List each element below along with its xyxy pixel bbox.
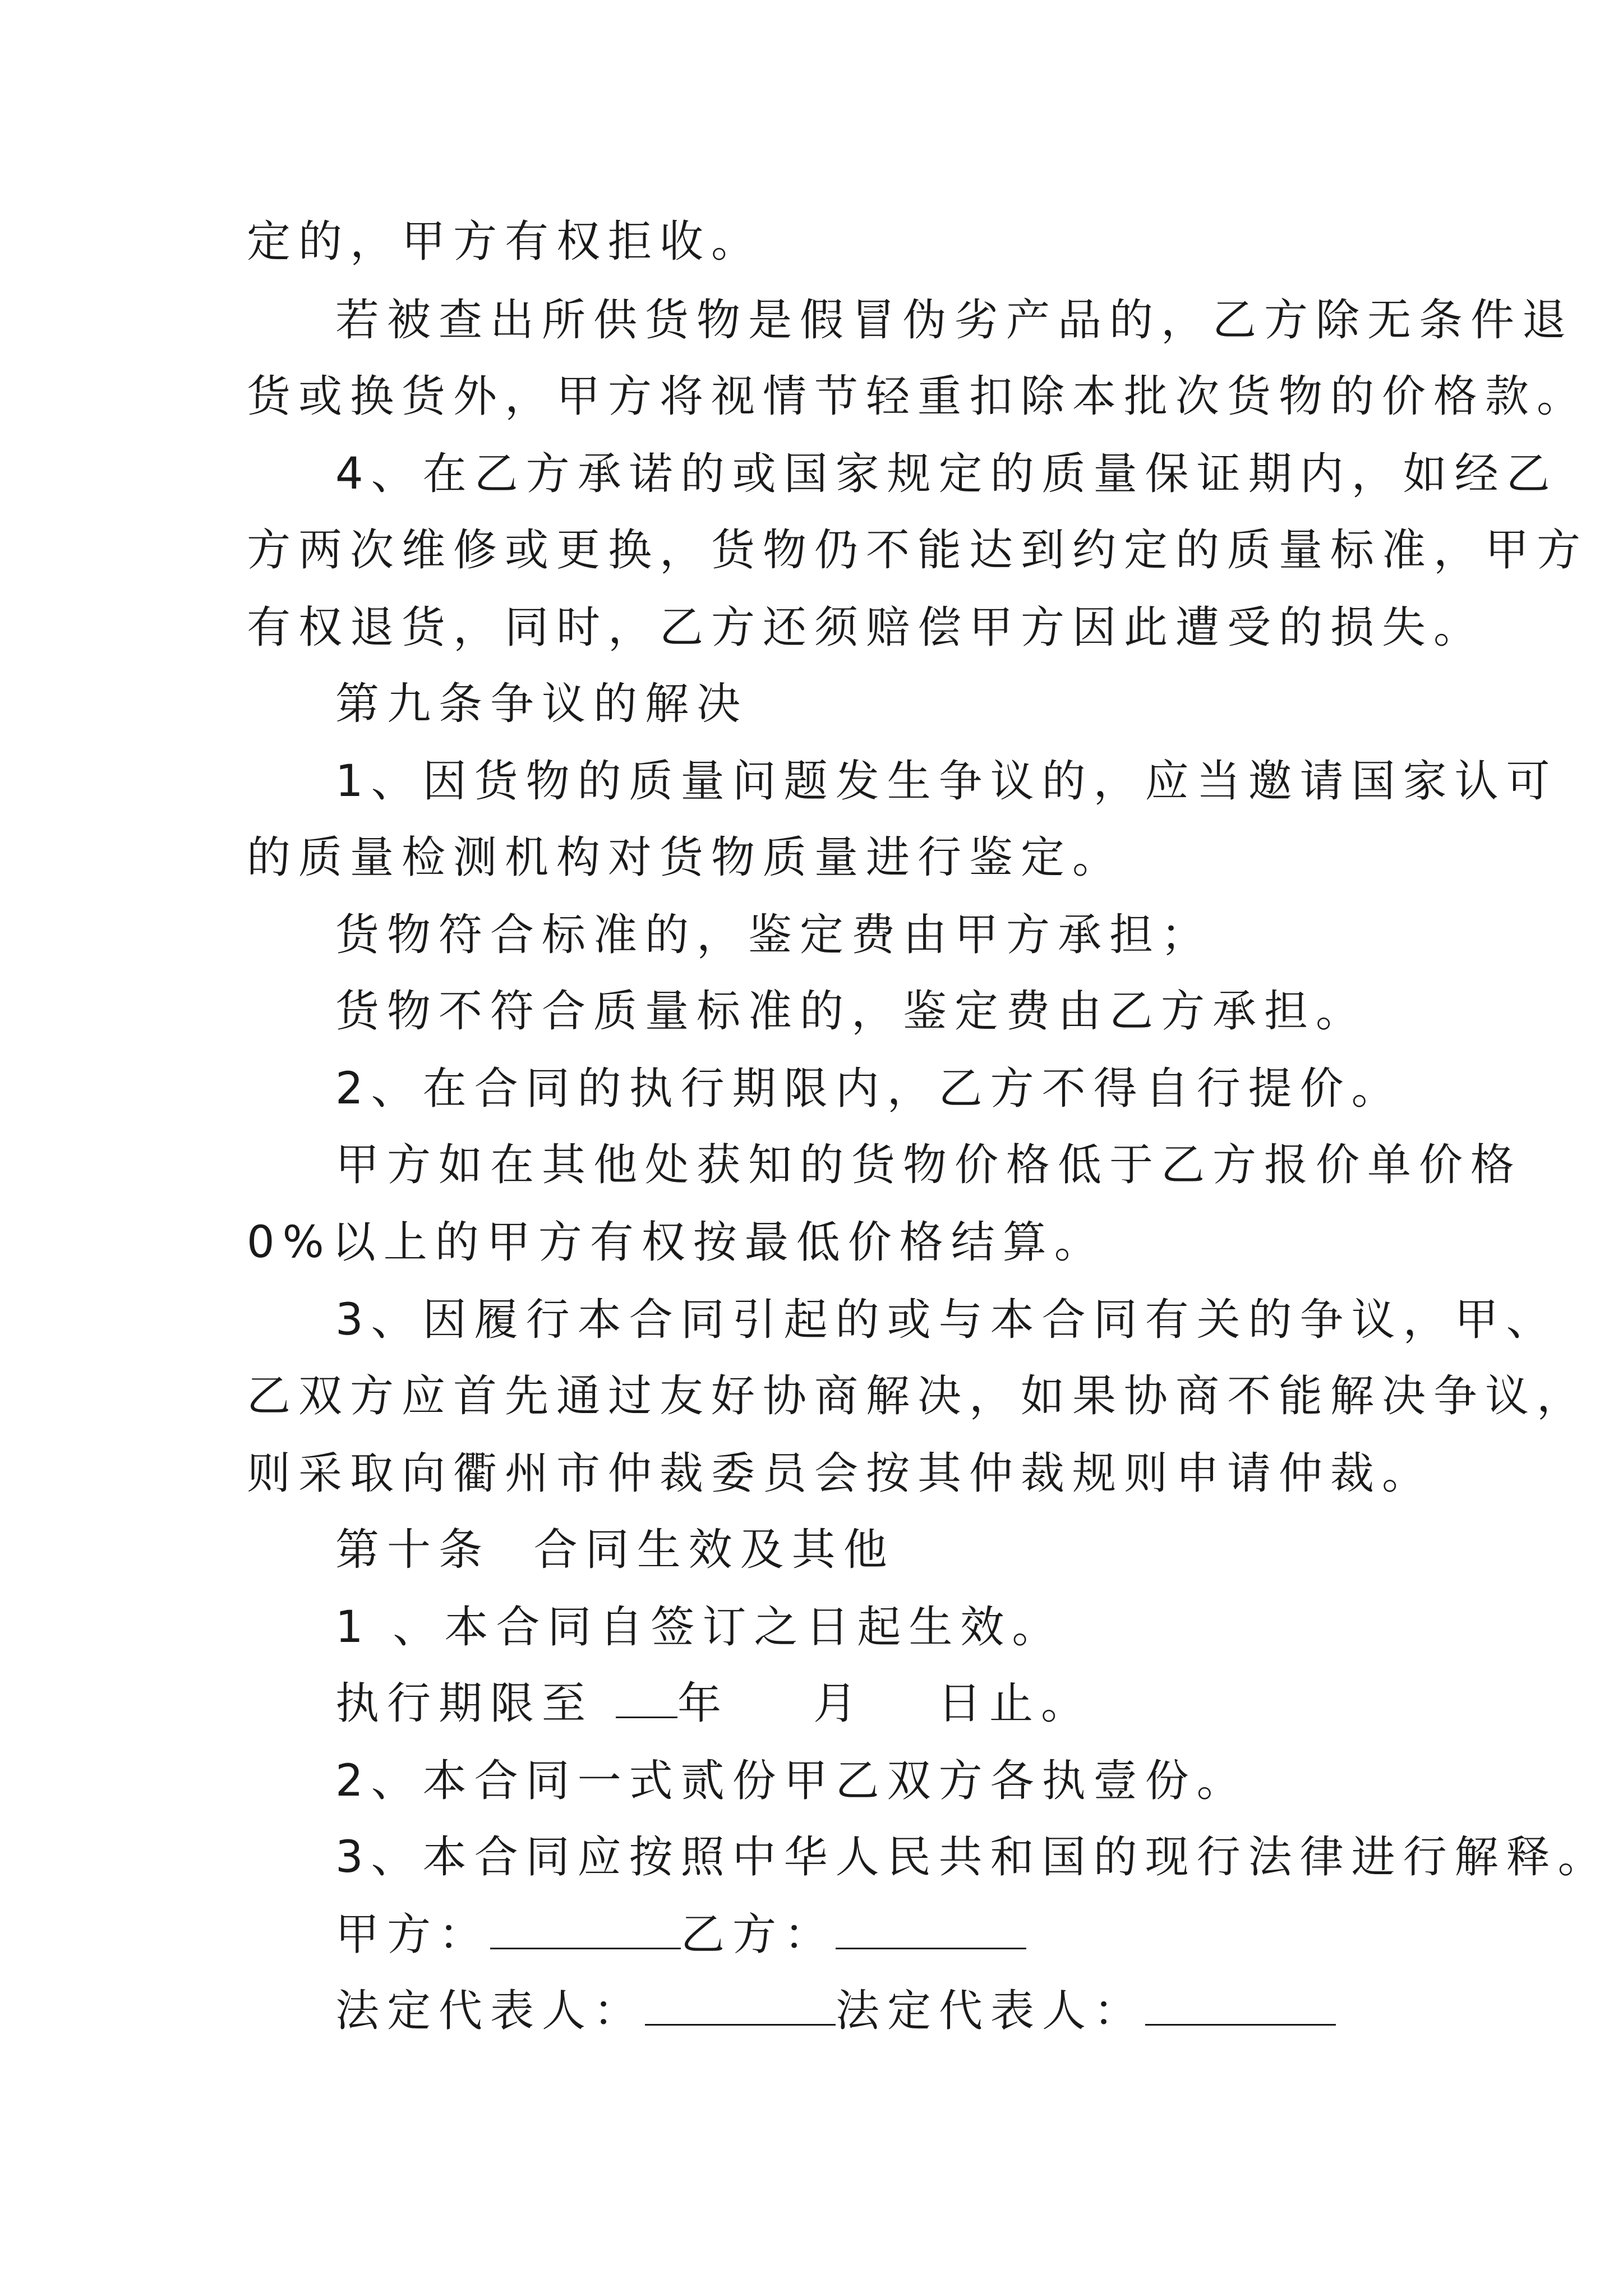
text-line: 1、因货物的质量问题发生争议的，应当邀请国家认可 [335,756,1558,807]
party-a-label: 甲方： [335,1910,491,1960]
text-line: 方两次维修或更换，货物仍不能达到约定的质量标准，甲方 [247,525,1589,576]
text-line: 3、本合同应按照中华人民共和国的现行法律进行解释。 [335,1832,1610,1883]
text-line: 货物符合标准的，鉴定费由甲方承担； [335,910,1213,960]
text-line: 货或换货外，甲方将视情节轻重扣除本批次货物的价格款。 [247,371,1589,422]
party-a-blank [490,1908,681,1949]
rep-b-label: 法定代表人： [836,1986,1146,2036]
day-label: 日止。 [938,1678,1093,1729]
signature-line-parties [335,1907,1026,1963]
text-line: 则采取向衢州市仲裁委员会按其仲裁规则申请仲裁。 [247,1448,1434,1499]
text-line: 2、本合同一式贰份甲乙双方各执壹份。 [335,1756,1248,1806]
year-label: 年 [677,1678,730,1729]
text-line: 若被查出所供货物是假冒伪劣产品的，乙方除无条件退 [335,295,1574,346]
text-line: 货物不符合质量标准的，鉴定费由乙方承担。 [335,986,1368,1037]
rep-a-label: 法定代表人： [335,1986,645,2036]
section-heading: 第九条争议的解决 [335,679,749,729]
text-line: 4、在乙方承诺的或国家规定的质量保证期内，如经乙 [335,449,1558,499]
text-line: 乙双方应首先通过友好协商解决，如果协商不能解决争议， [247,1371,1589,1421]
text-line: 的质量检测机构对货物质量进行鉴定。 [247,832,1124,883]
text-line: 1 、本合同自签订之日起生效。 [335,1602,1064,1653]
term-prefix: 执行期限至 [335,1678,594,1729]
term-line [335,1676,1092,1732]
section-heading: 第十条 合同生效及其他 [335,1525,895,1575]
text-line: 0%以上的甲方有权按最低价格结算。 [247,1217,1106,1268]
signature-line-representatives [335,1983,1336,2039]
party-b-label: 乙方： [681,1910,836,1960]
rep-b-blank [1145,1985,1336,2026]
text-line: 甲方如在其他处获知的货物价格低于乙方报价单价格 [335,1140,1523,1190]
rep-a-blank [645,1985,836,2026]
year-blank [616,1677,677,1718]
month-label: 月 [813,1678,865,1729]
text-line: 3、因履行本合同引起的或与本合同有关的争议，甲、 [335,1295,1558,1345]
text-line: 2、在合同的执行期限内，乙方不得自行提价。 [335,1064,1403,1114]
text-line: 定的，甲方有权拒收。 [247,217,763,267]
party-b-blank [836,1908,1026,1949]
text-line: 有权退货，同时，乙方还须赔偿甲方因此遭受的损失。 [247,602,1486,653]
